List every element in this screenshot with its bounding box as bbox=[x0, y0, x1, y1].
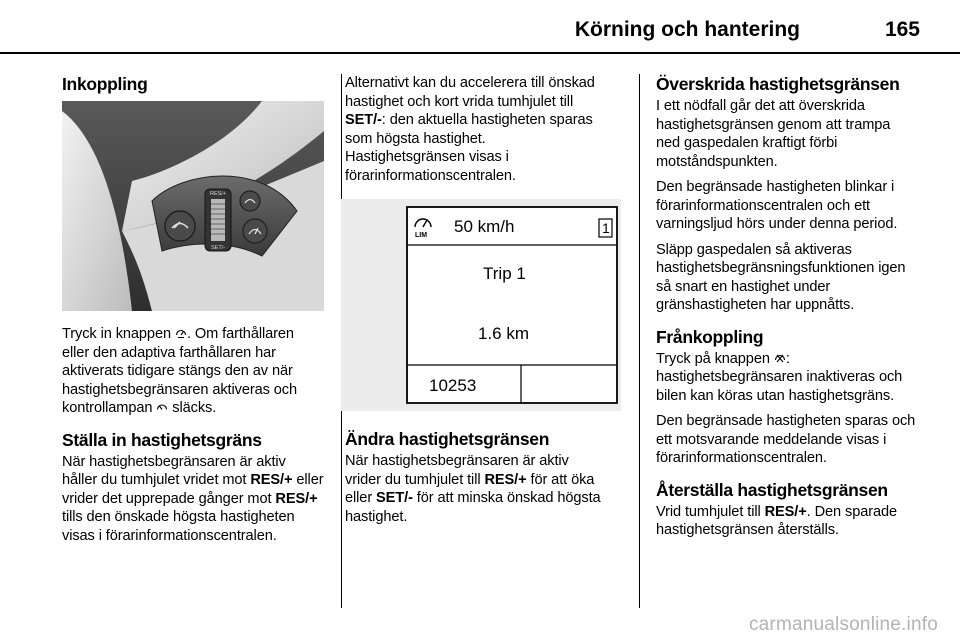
wheel-label-res: RES/+ bbox=[210, 191, 227, 197]
paragraph-stalla-in bbox=[62, 453, 324, 546]
text-run: tills den önskade högsta hastigheten visas i förarinformationscentralen. bbox=[62, 509, 295, 544]
text-bold: RES/+ bbox=[764, 503, 807, 520]
watermark[interactable]: carmanualsonline.info bbox=[748, 614, 938, 635]
paragraph-frankoppling-2: Den begränsade hastigheten sparas och ett motsvarande meddelande visas i förarinformationscentralen. bbox=[656, 413, 916, 466]
column-1 bbox=[62, 74, 324, 552]
text-run: Tryck in knappen bbox=[62, 326, 175, 342]
paragraph-overskrida-3: Släpp gaspedalen så aktiveras hastighetsbegränsningsfunktionen igen så snart en hastighet under gränshastigheten har uppnåtts. bbox=[656, 241, 906, 313]
display-gear: 1 bbox=[602, 220, 610, 236]
heading-overskrida: Överskrida hastighetsgränsen bbox=[656, 74, 900, 94]
paragraph-overskrida-2: Den begränsade hastigheten blinkar i förarinformationscentralen och ett varningsljud hörs under denna period. bbox=[656, 179, 898, 232]
paragraph-aterstalla bbox=[656, 503, 918, 540]
column-3 bbox=[656, 74, 918, 547]
text-run: Tryck på knappen bbox=[656, 350, 774, 367]
text-bold: SET/- bbox=[376, 490, 413, 506]
display-trip-value: 1.6 km bbox=[478, 324, 530, 343]
text-run: för att öka eller bbox=[345, 471, 595, 506]
lim-label: LIM bbox=[415, 232, 428, 239]
cruise-control-lamp-icon bbox=[156, 401, 168, 413]
paragraph-overskrida-1: I ett nödfall går det att överskrida hastighetsgränsen genom att trampa ned gaspedalen kraftigt förbi motståndspunkten. bbox=[656, 98, 891, 170]
text-bold: RES/+ bbox=[250, 472, 293, 488]
paragraph-frankoppling-1 bbox=[656, 350, 918, 406]
text-run: : hastighetsbegränsaren inaktiveras och bilen kan köras utan hastighetsgräns. bbox=[656, 350, 903, 404]
heading-aterstalla: Återställa hastighetsgränsen bbox=[656, 479, 888, 500]
text-run: Vrid tumhjulet till bbox=[656, 503, 765, 520]
display-trip-label: Trip 1 bbox=[483, 264, 526, 283]
text-bold: SET/- bbox=[345, 112, 382, 128]
cancel-speed-limiter-icon bbox=[774, 352, 786, 364]
header-rule bbox=[0, 52, 960, 54]
text-run: : den aktuella hastigheten sparas som högsta hastighet. Hastighetsgränsen visas i förarinformationscentralen. bbox=[345, 112, 593, 184]
paragraph-alternativt bbox=[345, 74, 607, 185]
heading-andra: Ändra hastighetsgränsen bbox=[345, 429, 550, 449]
wheel-label-set: SET/- bbox=[211, 245, 226, 251]
column-divider-2 bbox=[639, 74, 640, 608]
display-speed: 50 km/h bbox=[454, 217, 515, 236]
heading-stalla-in: Ställa in hastighetsgräns bbox=[62, 429, 262, 450]
text-run: . Den sparade hastighetsgränsen återställs. bbox=[656, 503, 898, 538]
paragraph-inkoppling bbox=[62, 325, 324, 418]
text-bold: RES/+ bbox=[484, 471, 527, 488]
page-number: 165 bbox=[884, 18, 920, 41]
heading-inkoppling: Inkoppling bbox=[62, 74, 148, 94]
text-bold: RES/+ bbox=[275, 490, 318, 507]
text-run: släcks. bbox=[168, 400, 217, 416]
driver-info-display-figure bbox=[341, 199, 621, 411]
column-2 bbox=[345, 74, 610, 533]
display-odometer: 10253 bbox=[429, 376, 477, 395]
steering-wheel-figure bbox=[62, 101, 324, 311]
text-run: eller vrider det upprepade gånger mot bbox=[62, 472, 324, 507]
text-run: . Om farthållaren eller den adaptiva farthållaren har aktiverats tidigare stängs den av när hastighetsbegränsaren aktiveras och kontrollampan bbox=[62, 326, 298, 416]
text-run: för att minska önskad högsta hastighet. bbox=[345, 490, 601, 525]
page-header-title: Körning och hantering bbox=[574, 18, 800, 41]
heading-frankoppling: Frånkoppling bbox=[656, 326, 764, 347]
text-run: När hastighetsbegränsaren är aktiv vrider du tumhjulet till bbox=[345, 453, 569, 488]
text-run: När hastighetsbegränsaren är aktiv håller du tumhjulet vridet mot bbox=[62, 453, 286, 488]
speed-limiter-icon bbox=[175, 327, 187, 339]
text-run: Alternativt kan du accelerera till önskad hastighet och kort vrida tumhjulet till bbox=[345, 75, 595, 110]
paragraph-andra bbox=[345, 452, 607, 526]
